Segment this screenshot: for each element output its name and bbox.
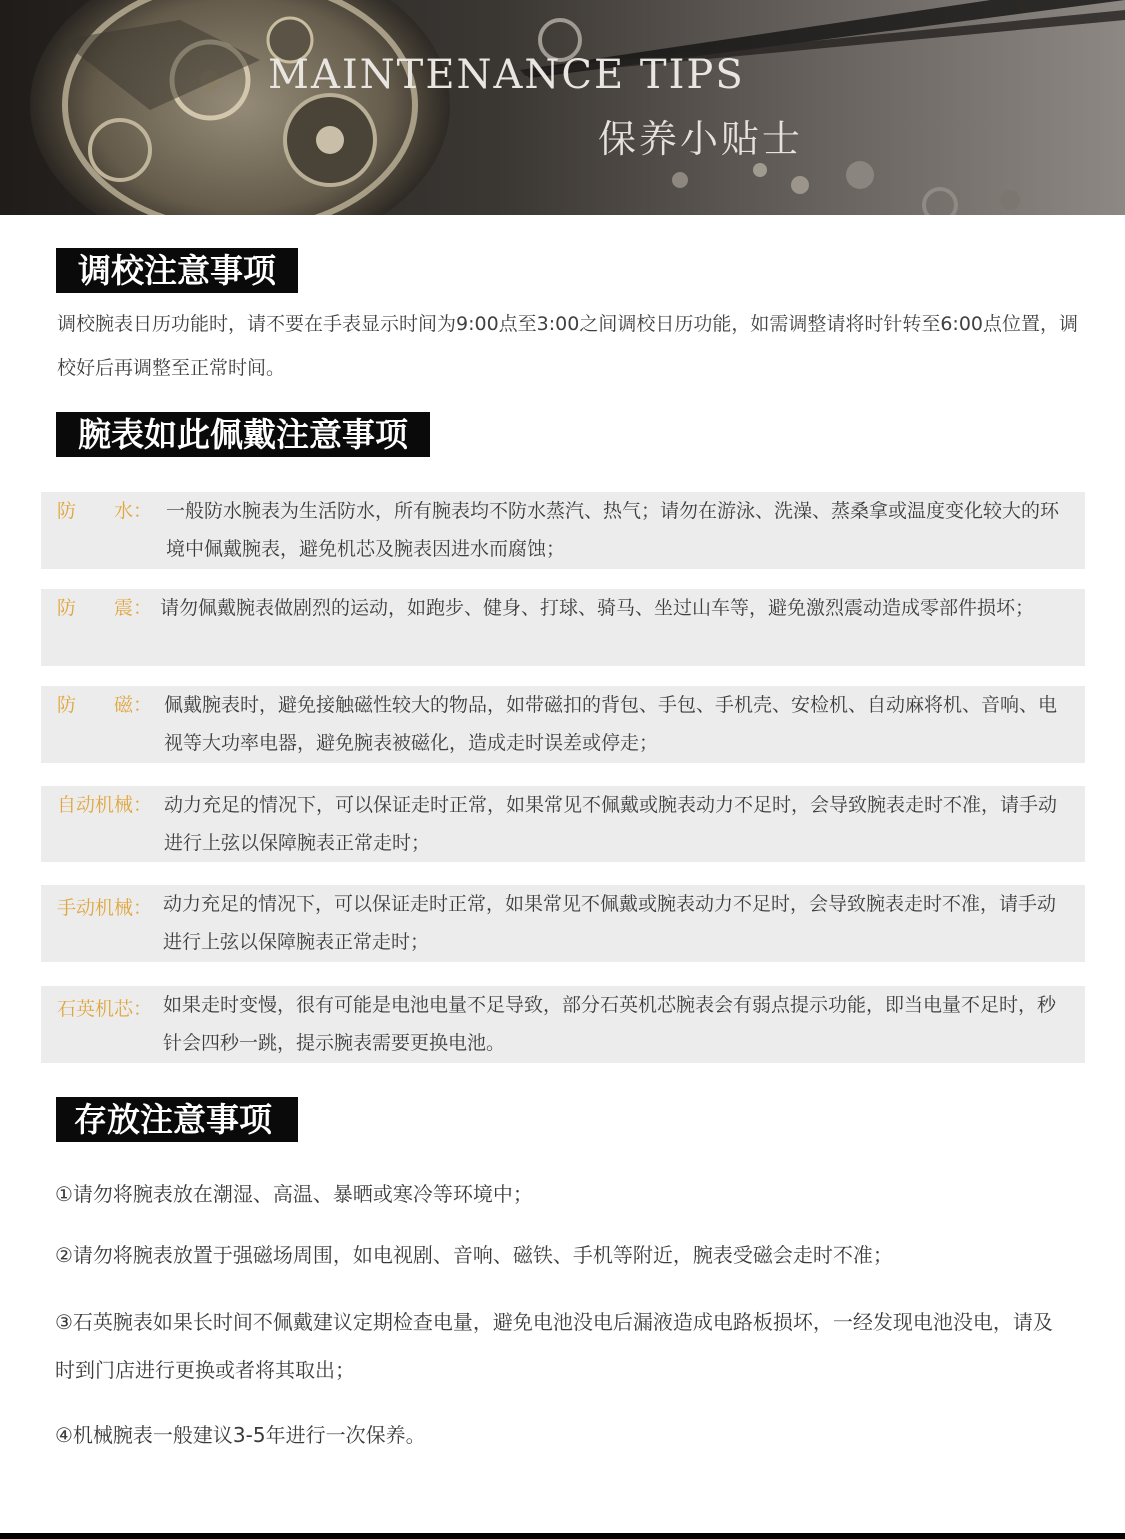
tip-row-waterproof (41, 492, 1085, 569)
tip-text: 请勿佩戴腕表做剧烈的运动，如跑步、健身、打球、骑马、坐过山车等，避免激烈震动造成零部件损坏； (160, 597, 1035, 619)
tip-row-antimagnetic (41, 686, 1085, 763)
watch-movement-illustration (0, 0, 1125, 215)
tip-row-manual (41, 885, 1085, 962)
tip-row-automatic (41, 786, 1085, 862)
tip-text: 一般防水腕表为生活防水，所有腕表均不防水蒸汽、热气；请勿在游泳、洗澡、蒸桑拿或温度变化较大的环境中佩戴腕表，避免机芯及腕表因进水而腐蚀； (166, 500, 1060, 560)
tip-text: 如果走时变慢，很有可能是电池电量不足导致，部分石英机芯腕表会有弱点提示功能，即当电量不足时，秒针会四秒一跳，提示腕表需要更换电池。 (163, 994, 1057, 1054)
tip-row-shockproof (41, 589, 1085, 666)
banner-subtitle: 保养小贴士 (598, 117, 804, 161)
tip-label: 防 震： (57, 597, 153, 619)
tip-text: 动力充足的情况下，可以保证走时正常，如果常见不佩戴或腕表动力不足时，会导致腕表走时不准，请手动进行上弦以保障腕表正常走时； (164, 794, 1058, 854)
tip-label: 手动机械： (57, 897, 153, 919)
tip-label: 自动机械： (57, 794, 153, 816)
storage-item: ③石英腕表如果长时间不佩戴建议定期检查电量，避免电池没电后漏液造成电路板损坏，一经发现电池没电，请及时到门店进行更换或者将其取出； (55, 1310, 1053, 1382)
tip-label: 防 水： (57, 500, 153, 522)
section-heading-calibration: 调校注意事项 (56, 248, 298, 293)
tip-label: 石英机芯： (57, 998, 153, 1020)
section-heading-storage: 存放注意事项 (56, 1097, 298, 1142)
tip-text: 动力充足的情况下，可以保证走时正常，如果常见不佩戴或腕表动力不足时，会导致腕表走时不准，请手动进行上弦以保障腕表正常走时； (163, 893, 1057, 953)
storage-item: ①请勿将腕表放在潮湿、高温、暴晒或寒冷等环境中； (55, 1182, 533, 1206)
header-banner (0, 0, 1125, 215)
storage-item: ②请勿将腕表放置于强磁场周围，如电视剧、音响、磁铁、手机等附近，腕表受磁会走时不准； (55, 1243, 893, 1267)
tip-row-quartz (41, 986, 1085, 1063)
section-heading-wearing: 腕表如此佩戴注意事项 (56, 412, 430, 457)
tip-text: 佩戴腕表时，避免接触磁性较大的物品，如带磁扣的背包、手包、手机壳、安检机、自动麻将机、音响、电视等大功率电器，避免腕表被磁化，造成走时误差或停走； (164, 694, 1058, 754)
storage-item: ④机械腕表一般建议3-5年进行一次保养。 (55, 1423, 426, 1447)
calibration-paragraph: 调校腕表日历功能时，请不要在手表显示时间为9:00点至3:00之间调校日历功能，如需调整请将时针转至6:00点位置，调校好后再调整至正常时间。 (57, 313, 1079, 379)
bottom-border (0, 1533, 1125, 1539)
tip-label: 防 磁： (57, 694, 153, 716)
banner-title: MAINTENANCE TIPS (268, 52, 745, 98)
